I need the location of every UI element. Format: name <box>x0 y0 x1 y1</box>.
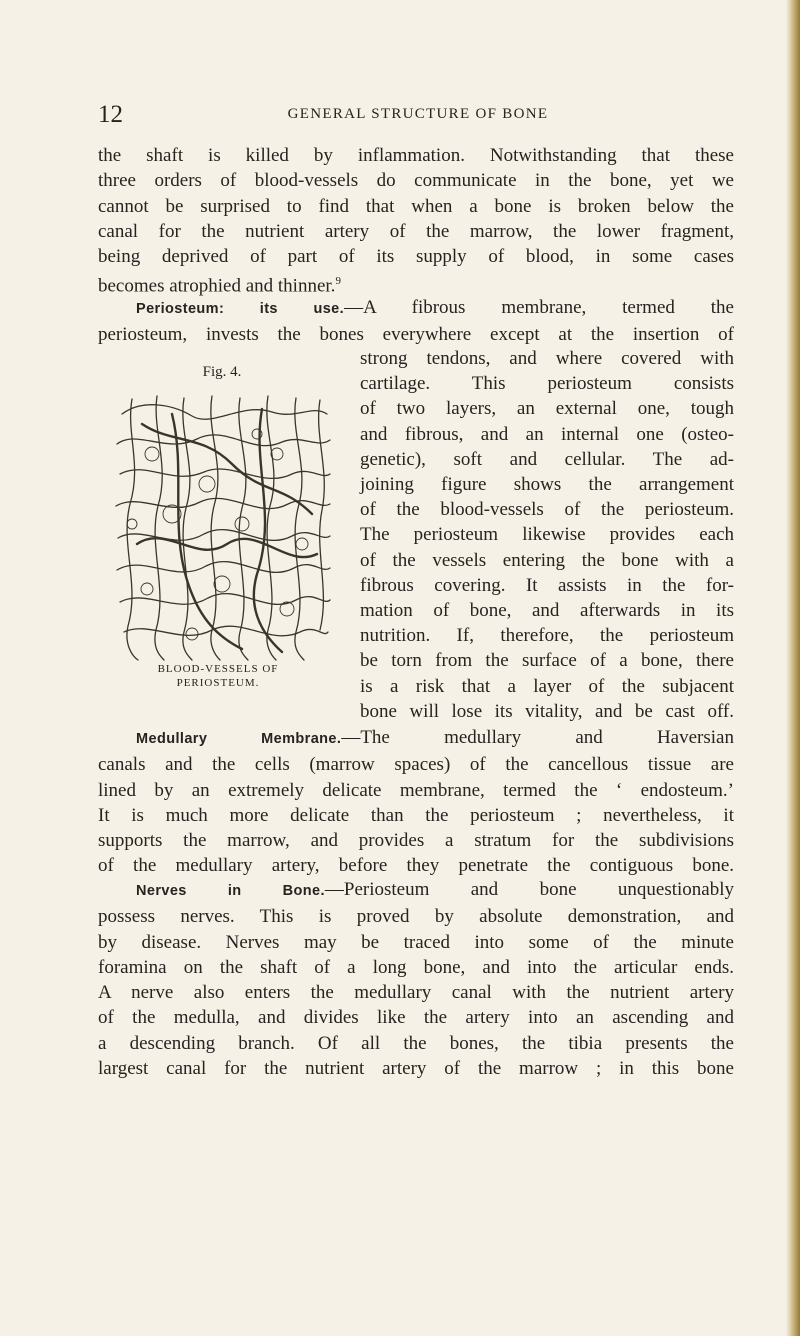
text-line: and fibrous, and an internal one (osteo- <box>360 423 734 445</box>
text-line: nutrition. If, therefore, the periosteum <box>360 625 734 647</box>
figure-caption: Fig. 4. <box>202 364 242 380</box>
text-line: be torn from the surface of a bone, there <box>360 650 734 672</box>
text-line: It is much more delicate than the periosteum ; nevertheless, it <box>98 804 734 826</box>
periosteum-paragraph <box>98 295 734 348</box>
periosteum-vessels-illustration <box>112 394 334 662</box>
figure-4 <box>102 364 342 689</box>
text-line: strong tendons, and where covered with <box>360 348 734 369</box>
page-number: 12 <box>98 101 123 128</box>
text-line: mation of bone, and afterwards in its <box>360 600 734 622</box>
text-line: A nerve also enters the medullary canal with the nutrient artery <box>98 982 734 1004</box>
text-line: of two layers, an external one, tough <box>360 398 734 420</box>
text-line: a descending branch. Of all the bones, the tibia presents the <box>98 1032 734 1054</box>
text-line <box>98 877 734 904</box>
text-line: canal for the nutrient artery of the marrow, the lower fragment, <box>98 220 734 242</box>
text-line <box>98 295 734 322</box>
footnote-ref: 9 <box>335 275 341 288</box>
text-line: bone will lose its vitality, and be cast off. <box>360 700 734 722</box>
text-fragment: becomes atrophied and thinner. <box>98 275 336 297</box>
text-line: three orders of blood-vessels do communicate in the bone, yet we <box>98 170 734 192</box>
figure-label-line: BLOOD-VESSELS OF <box>157 663 279 675</box>
text-line: periosteum, invests the bones everywhere except at the insertion of <box>98 324 734 346</box>
nerves-paragraph <box>98 877 734 1081</box>
side-heading-nerves: Nerves in Bone. <box>136 883 325 899</box>
figure-label-line: PERIOSTEUM. <box>176 677 260 689</box>
periosteum-wrap-column <box>360 346 734 724</box>
text-line: The periosteum likewise provides each <box>360 524 734 546</box>
text-line: canals and the cells (marrow spaces) of the cancellous tissue are <box>98 754 734 776</box>
text-line: foramina on the shaft of a long bone, and into the articular ends. <box>98 956 734 978</box>
text-line: of the medulla, and divides like the artery into an ascending and <box>98 1007 734 1029</box>
running-head: GENERAL STRUCTURE OF BONE <box>287 106 549 122</box>
side-heading-medullary: Medullary Membrane. <box>136 731 342 747</box>
text-line: of the vessels entering the bone with a <box>360 549 734 571</box>
intro-paragraph <box>98 143 734 299</box>
text-line: of the medullary artery, before they penetrate the contiguous bone. <box>98 855 734 877</box>
text-line: joining figure shows the arrangement <box>360 474 734 496</box>
text-line: being deprived of part of its supply of blood, in some cases <box>98 246 734 268</box>
page-header <box>98 101 738 131</box>
text-line: by disease. Nerves may be traced into some of the minute <box>98 931 734 953</box>
figure-label <box>98 662 338 690</box>
text-line: possess nerves. This is proved by absolute demonstration, and <box>98 906 734 928</box>
text-line: cartilage. This periosteum consists <box>360 373 734 395</box>
text-line: of the blood-vessels of the periosteum. <box>360 499 734 521</box>
medullary-paragraph <box>98 725 734 879</box>
text-fragment: —The medullary and Haversian <box>341 727 734 748</box>
text-line: cannot be surprised to find that when a bone is broken below the <box>98 195 734 217</box>
text-line: the shaft is killed by inflammation. Notwithstanding that these <box>98 145 734 166</box>
page-edge-shadow <box>786 0 800 1336</box>
side-heading-periosteum: Periosteum: its use. <box>136 301 345 317</box>
text-line: supports the marrow, and provides a stratum for the subdivisions <box>98 830 734 852</box>
text-line <box>98 725 734 752</box>
text-line: genetic), soft and cellular. The ad- <box>360 448 734 470</box>
text-line: is a risk that a layer of the subjacent <box>360 675 734 697</box>
text-line: fibrous covering. It assists in the for- <box>360 574 734 596</box>
text-line: lined by an extremely delicate membrane, termed the ‘ endosteum.’ <box>98 779 734 801</box>
text-line: largest canal for the nutrient artery of the marrow ; in this bone <box>98 1058 734 1080</box>
text-fragment: —Periosteum and bone unquestionably <box>324 879 734 900</box>
text-fragment: —A fibrous membrane, termed the <box>344 297 734 318</box>
